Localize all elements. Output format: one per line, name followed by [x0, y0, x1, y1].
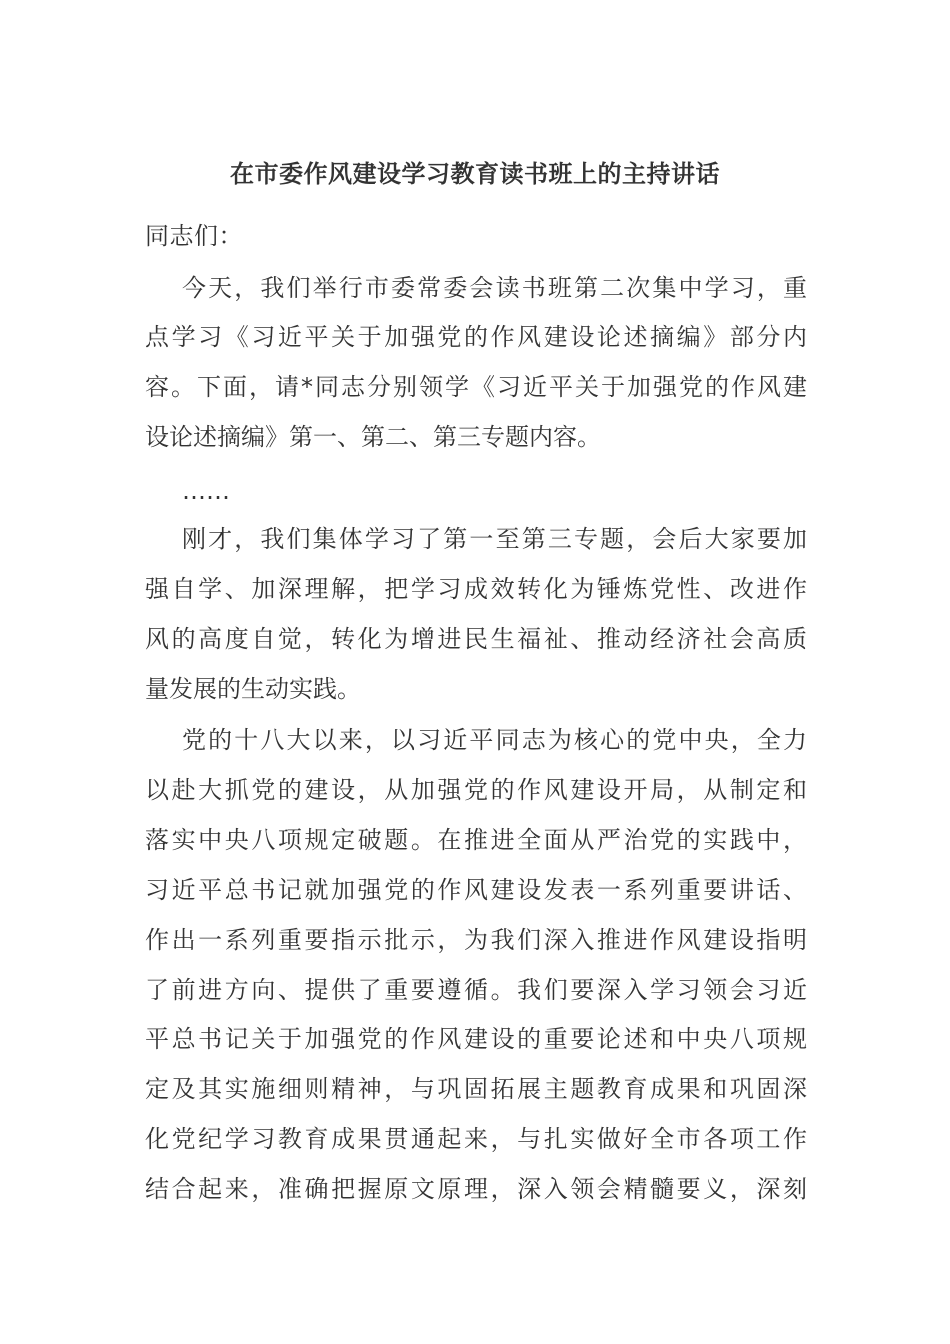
- paragraph-1-line-4: 设论述摘编》第一、第二、第三专题内容。: [145, 423, 601, 451]
- paragraph-3-line-6: 了前进方向、提供了重要遵循。我们要深入学习领会习近: [145, 976, 807, 1004]
- paragraph-1-line-3: 容。下面，请*同志分别领学《习近平关于加强党的作风建: [145, 373, 807, 401]
- document-title: 在市委作风建设学习教育读书班上的主持讲话: [230, 160, 720, 188]
- paragraph-2-line-4: 量发展的生动实践。: [145, 675, 361, 703]
- paragraph-3-line-8: 定及其实施细则精神，与巩固拓展主题教育成果和巩固深: [145, 1075, 807, 1103]
- paragraph-3-line-2: 以赴大抓党的建设，从加强党的作风建设开局，从制定和: [145, 776, 807, 804]
- ellipsis: ……: [182, 477, 230, 505]
- paragraph-3-line-4: 习近平总书记就加强党的作风建设发表一系列重要讲话、: [145, 876, 807, 904]
- paragraph-1-line-1: 今天，我们举行市委常委会读书班第二次集中学习，重: [182, 274, 807, 302]
- paragraph-1-line-2: 点学习《习近平关于加强党的作风建设论述摘编》部分内: [145, 323, 807, 351]
- paragraph-2-line-1: 刚才，我们集体学习了第一至第三专题，会后大家要加: [182, 525, 807, 553]
- paragraph-3-line-10: 结合起来，准确把握原文原理，深入领会精髓要义，深刻: [145, 1175, 807, 1203]
- paragraph-3-line-5: 作出一系列重要指示批示，为我们深入推进作风建设指明: [145, 926, 807, 954]
- paragraph-2-line-3: 风的高度自觉，转化为增进民生福祉、推动经济社会高质: [145, 625, 807, 653]
- paragraph-2-line-2: 强自学、加深理解，把学习成效转化为锤炼党性、改进作: [145, 575, 807, 603]
- paragraph-3-line-7: 平总书记关于加强党的作风建设的重要论述和中央八项规: [145, 1025, 807, 1053]
- paragraph-3-line-9: 化党纪学习教育成果贯通起来，与扎实做好全市各项工作: [145, 1125, 807, 1153]
- paragraph-3-line-1: 党的十八大以来，以习近平同志为核心的党中央，全力: [182, 726, 807, 754]
- paragraph-3-line-3: 落实中央八项规定破题。在推进全面从严治党的实践中，: [145, 826, 807, 854]
- greeting: 同志们：: [145, 222, 243, 250]
